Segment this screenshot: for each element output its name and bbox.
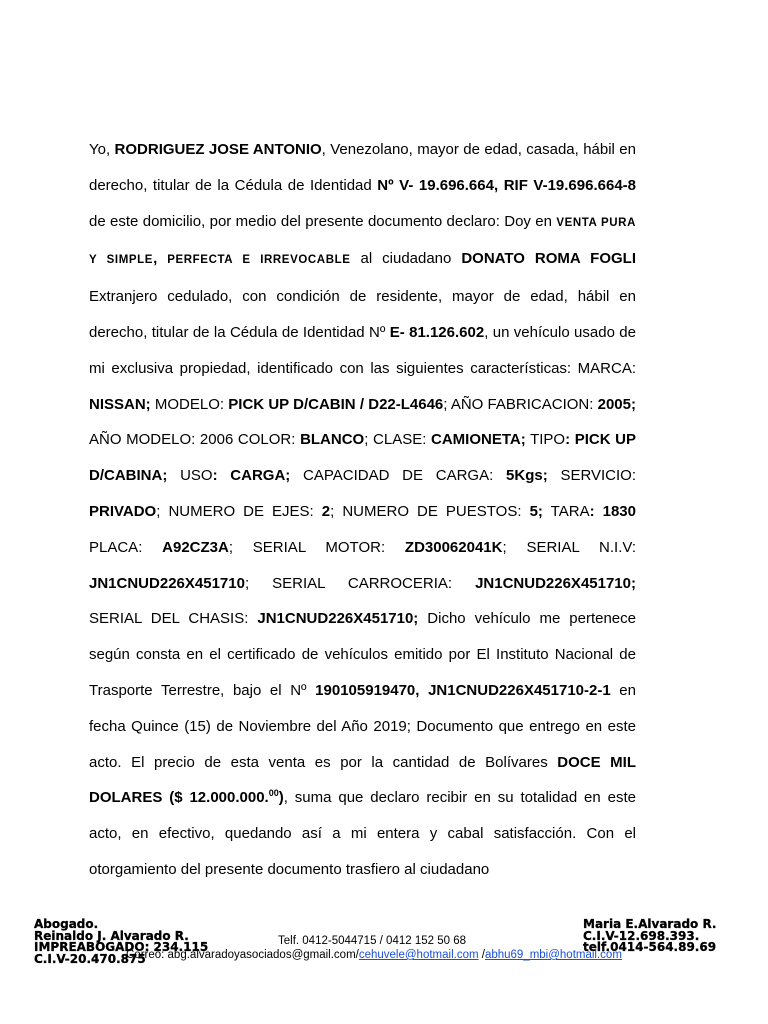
emphasis-term: VENTA PURA Y SIMPLE [89, 216, 636, 267]
bold-field: CAMIONETA; [431, 431, 526, 449]
body-text-run: PLACA: [89, 538, 163, 556]
body-text-run: ; CLASE: [364, 431, 432, 449]
body-text-run: ; SERIAL N.I.V: [502, 538, 636, 556]
bold-field: JN1CNUD226X451710; [475, 574, 636, 592]
bold-field: Nº V- 19.696.664, RIF V-19.696.664-8 [377, 176, 636, 194]
bold-field: 2 [321, 502, 331, 520]
body-text-run: ; SERIAL CARROCERIA: [244, 574, 476, 592]
body-text-run: en fecha Quince (15) de Noviembre del Año 2019; Documento que entrego en este acto. El precio de esta venta es por la cantidad de Bolívares [89, 681, 636, 771]
body-text-run: ; NUMERO DE PUESTOS: [330, 502, 530, 520]
bold-field: DOCE MIL DOLARES ($ 12.000.000. [89, 753, 636, 807]
lawyer-id: C.I.V-20.470.875 [34, 951, 146, 966]
bold-field: 2005; [597, 395, 636, 413]
body-text-run: USO [167, 467, 213, 485]
lawyer-name: Reinaldo J. Alvarado R. [34, 928, 189, 943]
email-link-abhu69[interactable]: abhu69_mbi@hotmail.com [484, 949, 622, 961]
lawyer-impreabogado: IMPREABOGADO: 234.115 [34, 940, 209, 954]
body-text-run: ; AÑO FABRICACION: [443, 395, 598, 413]
body-text-run: SERVICIO: [547, 467, 637, 485]
bold-field: DONATO ROMA FOGLI [461, 250, 637, 268]
email-prefix: Correo: abg.alvaradoyasociados@gmail.com/ [126, 949, 359, 961]
lawyer-title: Abogado. [34, 917, 99, 931]
body-text-run: ; NUMERO DE EJES: [156, 502, 322, 520]
bold-field: NISSAN; [89, 395, 151, 413]
right-phone: telf.0414-564.89.69 [583, 940, 717, 954]
bold-field: A92CZ3A [162, 538, 229, 556]
body-text-run: Yo, [89, 141, 115, 158]
email-link-cehuvele[interactable]: cehuvele@hotmail.com [358, 949, 479, 961]
bold-field: 5; [529, 502, 543, 520]
body-text-run: , un vehículo usado de mi exclusiva propiedad, identificado con las siguientes características: MARCA: [89, 323, 636, 377]
bold-field: RODRIGUEZ JOSE ANTONIO [114, 141, 322, 158]
bold-field: ZD30062041K [404, 538, 503, 556]
body-text-run: TARA [542, 502, 590, 520]
body-text-run: Dicho vehículo me pertenece según consta en el certificado de vehículos emitido por El Instituto Nacional de Trasporte Terrestre, bajo el Nº [89, 610, 636, 699]
lawyer-block-left [34, 919, 208, 965]
bold-field: 5Kgs; [506, 467, 548, 485]
body-text-run: Extranjero cedulado, con condición de residente, mayor de edad, hábil en derecho, titular de la Cédula de Identidad Nº [89, 288, 636, 341]
body-text-run: CAPACIDAD DE CARGA: [290, 467, 507, 485]
bold-field: E- 81.126.602 [389, 323, 485, 341]
superscript-cents: 00 [268, 788, 279, 799]
body-text-run: MODELO: [150, 395, 229, 413]
body-text-run: de este domicilio, por medio del presente documento declaro: Doy en [89, 212, 557, 230]
footer-email [126, 949, 622, 961]
body-text-run: ; SERIAL MOTOR: [228, 538, 405, 556]
body-text-run: AÑO MODELO: 2006 COLOR: [89, 431, 301, 449]
body-text-run: , Venezolano, mayor de edad, casada, hábil en derecho, titular de la Cédula de Identidad [89, 141, 636, 194]
right-name: Maria E.Alvarado R. [583, 917, 717, 931]
bold-field: JN1CNUD226X451710 [89, 574, 245, 592]
bold-field: PICK UP D/CABIN / D22-L4646 [228, 395, 444, 413]
body-text-run: SERIAL DEL CHASIS: [89, 610, 258, 628]
bold-field: : 1830 [589, 502, 636, 520]
bold-field: : PICK UP D/CABINA; [89, 431, 637, 485]
right-id: C.I.V-12.698.393. [583, 928, 700, 943]
bold-field: ) [278, 789, 284, 807]
body-text-run: al ciudadano [350, 250, 462, 268]
footer-phone: Telf. 0412-5044715 / 0412 152 50 68 [278, 935, 466, 947]
body-text-run: , suma que declaro recibir en su totalidad en este acto, en efectivo, quedando así a mi entera y cabal satisfacción. Con el otorgamiento del presente documento trasfiero al ciudadano [89, 789, 636, 878]
bold-field: , [153, 250, 168, 268]
body-text-run: TIPO [525, 431, 566, 449]
email-separator: / [478, 949, 485, 961]
bold-field: 190105919470, JN1CNUD226X451710-2-1 [315, 681, 611, 699]
bold-field: JN1CNUD226X451710; [257, 610, 419, 628]
bold-field: : CARGA; [212, 467, 291, 485]
bold-field: PRIVADO [89, 502, 157, 520]
emphasis-term: PERFECTA E IRREVOCABLE [167, 254, 351, 267]
bold-field: BLANCO [300, 431, 365, 449]
contract-paragraph [89, 132, 636, 888]
